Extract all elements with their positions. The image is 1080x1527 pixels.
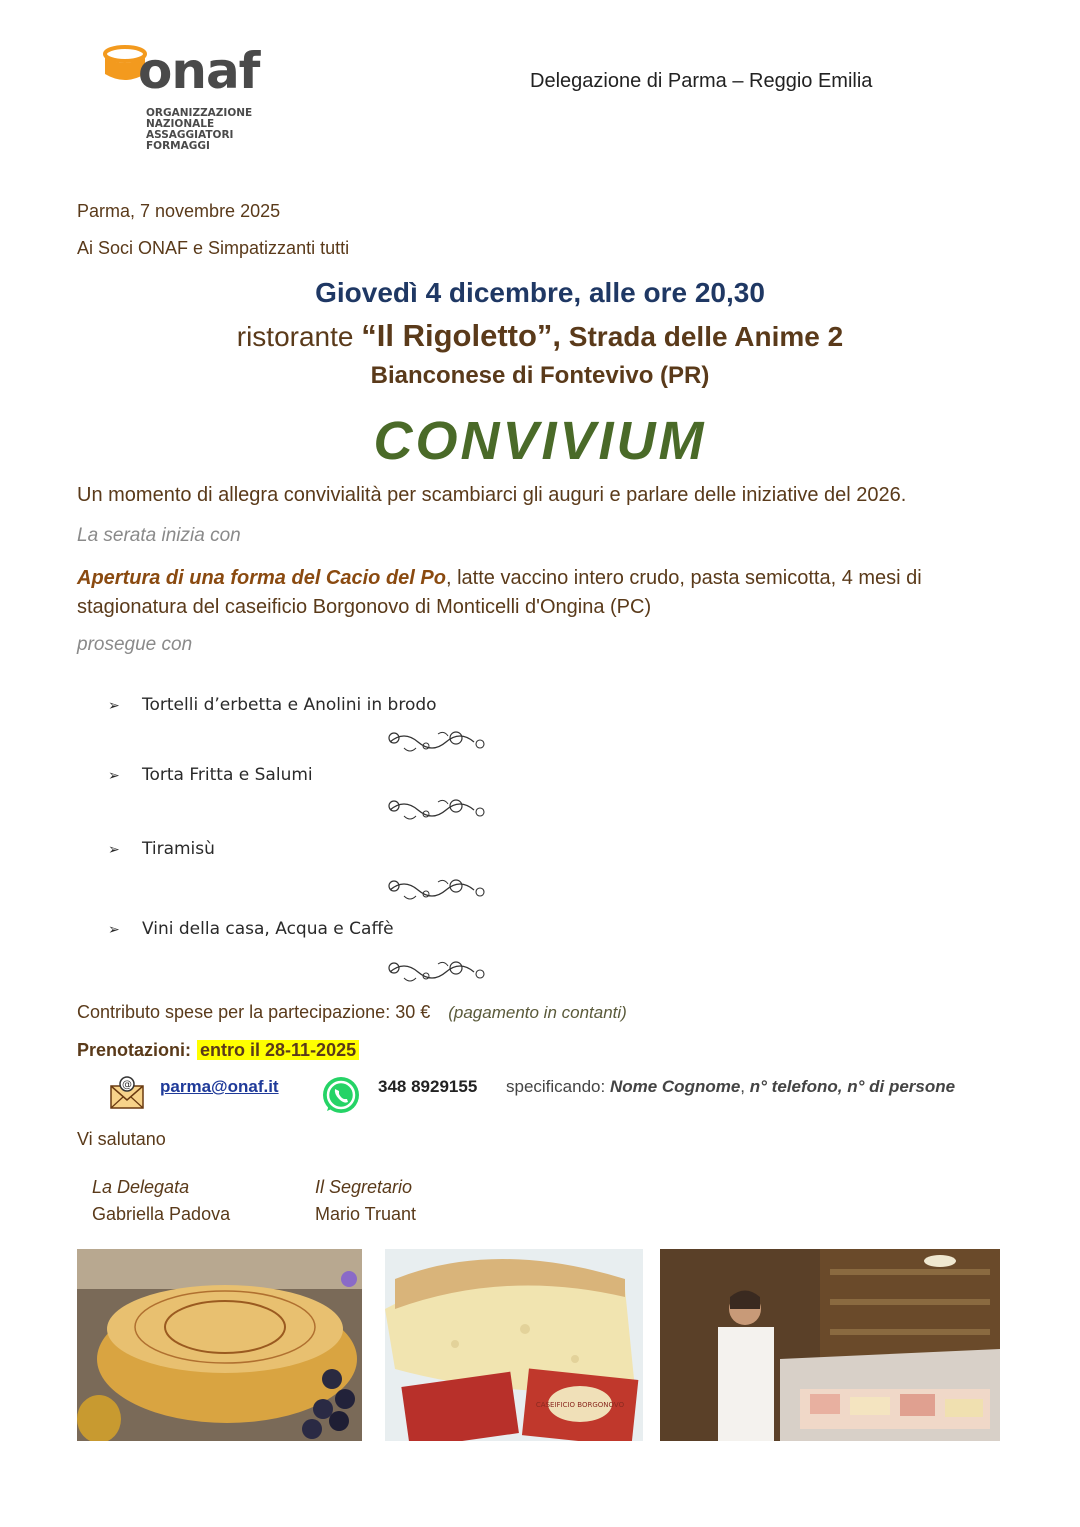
svg-text:@: @ (122, 1079, 132, 1091)
logo-org-name: ORGANIZZAZIONE NAZIONALE ASSAGGIATORI FORMAGGI (146, 107, 253, 152)
arrow-bullet-icon: ➢ (108, 842, 120, 858)
booking-label: Prenotazioni: (77, 1040, 192, 1060)
arrow-bullet-icon: ➢ (108, 922, 120, 938)
intro-text: Un momento di allegra convivialità per scambiarci gli auguri e parlare delle iniziative del 2026. (77, 484, 907, 506)
cheese-wedge-photo (385, 1249, 643, 1441)
required-name: Nome Cognome (609, 1077, 741, 1096)
venue-name: “Il Rigoletto”, (361, 318, 562, 353)
menu-item-label: Vini della casa, Acqua e Caffè (142, 919, 394, 939)
closing-greeting: Vi salutano (77, 1129, 166, 1149)
floral-divider-icon (384, 876, 488, 904)
apertura-paragraph (77, 564, 1017, 622)
contribution-line (77, 1002, 627, 1023)
event-datetime: Giovedì 4 dicembre, alle ore 20,30 (315, 277, 765, 308)
delegation-name: Delegazione di Parma – Reggio Emilia (530, 70, 873, 92)
booking-instructions: specificando: Nome Cognome, n° telefono, n° di persone (506, 1077, 956, 1096)
phone-number: 348 8929155 (378, 1077, 478, 1096)
letter-date: Parma, 7 novembre 2025 (77, 201, 281, 221)
arrow-bullet-icon: ➢ (108, 698, 120, 714)
signer-role: Il Segretario (315, 1177, 413, 1197)
serata-label: La serata inizia con (77, 525, 241, 546)
menu-item (108, 695, 437, 715)
event-location: Bianconese di Fontevivo (PR) (370, 362, 710, 389)
menu-item-label: Tortelli d’erbetta e Anolini in brodo (142, 695, 437, 715)
event-title: CONVIVIUM (373, 411, 707, 471)
cheese-label-text: CASEIFICIO BORGONOVO (535, 1401, 625, 1409)
apertura-highlight: Apertura di una forma del Cacio del Po (77, 567, 446, 589)
whatsapp-icon (320, 1074, 362, 1116)
required-details: n° telefono, n° di persone (749, 1077, 956, 1096)
email-link[interactable]: parma@onaf.it (160, 1077, 279, 1096)
booking-line (77, 1040, 359, 1061)
email-envelope-icon (108, 1074, 146, 1112)
menu-item (108, 839, 215, 859)
booking-deadline: entro il 28-11-2025 (197, 1040, 359, 1060)
onaf-logo (100, 40, 260, 155)
letter-greeting: Ai Soci ONAF e Simpatizzanti tutti (77, 238, 350, 258)
floral-divider-icon (384, 728, 488, 756)
venue-address: Strada delle Anime 2 (561, 321, 844, 352)
floral-divider-icon (384, 958, 488, 986)
menu-item (108, 765, 313, 785)
arrow-bullet-icon: ➢ (108, 768, 120, 784)
menu-item (108, 919, 394, 939)
floral-divider-icon (384, 796, 488, 824)
apertura-details: , latte vaccino intero crudo, pasta semicotta, 4 mesi di stagionatura del caseificio Borgonovo di Monticelli d'Ongina (PC) (77, 567, 922, 618)
menu-item-label: Tiramisù (142, 839, 215, 859)
event-venue (0, 318, 1080, 354)
signer-role: La Delegata (92, 1177, 190, 1197)
payment-note: (pagamento in contanti) (448, 1003, 627, 1022)
signer-name: Gabriella Padova (92, 1204, 231, 1224)
venue-prefix: ristorante (236, 321, 362, 352)
signer-name: Mario Truant (315, 1204, 417, 1224)
menu-item-label: Torta Fritta e Salumi (142, 765, 313, 785)
prosegue-label: prosegue con (77, 634, 193, 655)
cheese-shop-photo (660, 1249, 1000, 1441)
cheese-wheel-photo (77, 1249, 362, 1441)
contribution-amount: Contributo spese per la partecipazione: 30 € (77, 1002, 431, 1022)
logo-wordmark: onaf (138, 42, 260, 100)
